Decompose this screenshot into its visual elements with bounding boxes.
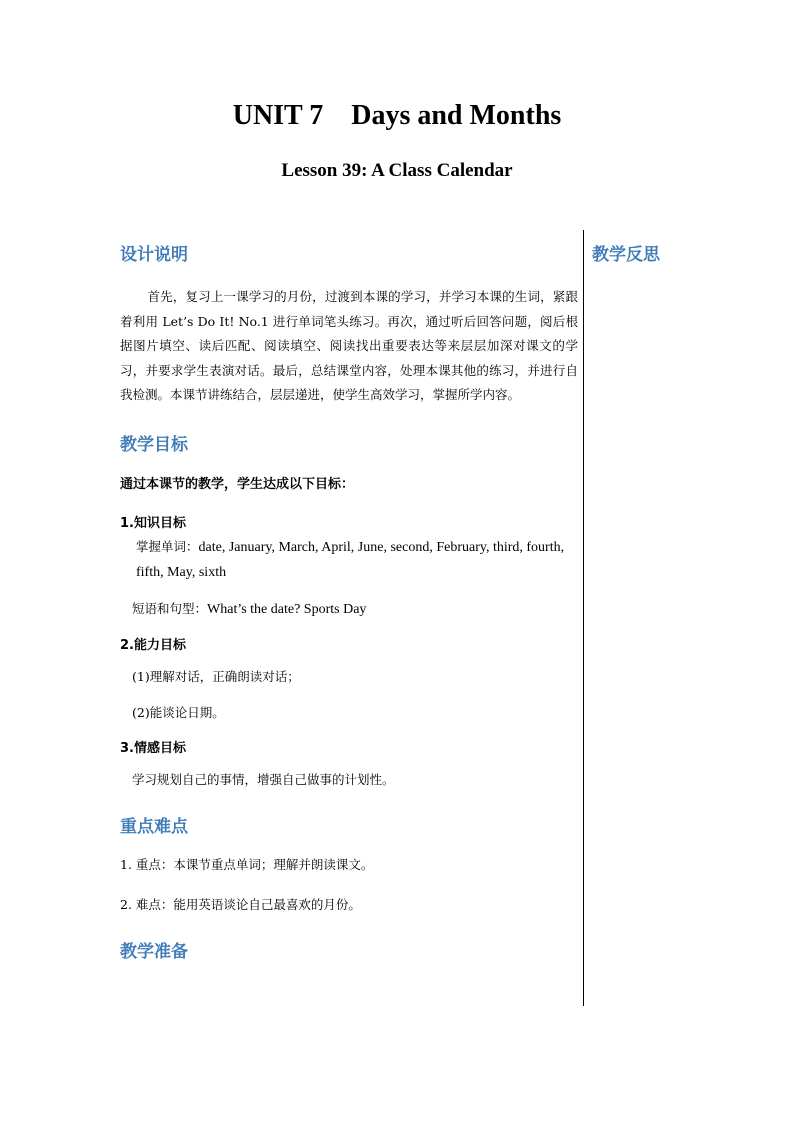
vocab-label: 掌握单词：	[136, 538, 199, 554]
knowledge-heading: 1.知识目标	[120, 515, 186, 531]
emotion-heading: 3.情感目标	[120, 740, 186, 756]
key-point-1-label: 1. 重点：	[120, 856, 174, 872]
ability-heading: 2.能力目标	[120, 637, 186, 653]
key-point-1	[120, 853, 578, 877]
key-point-1-text: 本课节重点单词；理解并朗读课文。	[173, 856, 374, 872]
key-point-2-label: 2. 难点：	[120, 896, 174, 912]
reflection-heading: 教学反思	[592, 245, 660, 265]
phrase-text: What’s the date? Sports Day	[207, 601, 367, 617]
ability-item-2: (2)能谈论日期。	[132, 704, 225, 720]
main-column	[120, 240, 578, 962]
key-points-heading: 重点难点	[120, 816, 188, 837]
key-point-2-text: 能用英语谈论自己最喜欢的月份。	[173, 896, 361, 912]
column-divider	[583, 230, 584, 1006]
vocab-line	[120, 535, 578, 585]
unit-title: UNIT 7 Days and Months	[232, 100, 562, 131]
goals-intro: 通过本课节的教学，学生达成以下目标：	[120, 476, 355, 492]
lesson-title: Lesson 39: A Class Calendar	[281, 160, 513, 181]
phrase-line	[120, 597, 578, 622]
phrase-label: 短语和句型：	[132, 600, 208, 616]
design-paragraph: 首先，复习上一课学习的月份，过渡到本课的学习，并学习本课的生词，紧跟着利用 Let’s Do It! No.1 进行单词笔头练习。再次，通过听后回答问题，阅后根据图片填空、读后匹配、阅读填空、阅读找出重要表达等来层层加深对课文的学习，并要求学生表演对话。最后，总结课堂内容，处理本课其他的练习，并进行自我检测。本课节讲练结合，层层递进，使学生高效学习，掌握所学内容。	[120, 289, 578, 402]
vocab-text: date, January, March, April, June, second, February, third, fourth, fifth, May, sixth	[136, 539, 565, 580]
emotion-text: 学习规划自己的事情，增强自己做事的计划性。	[132, 771, 395, 787]
ability-item-1: (1)理解对话，正确朗读对话；	[132, 668, 300, 684]
key-point-2	[120, 893, 578, 917]
goals-heading: 教学目标	[120, 434, 188, 455]
design-heading: 设计说明	[120, 245, 188, 265]
prep-heading: 教学准备	[120, 941, 188, 962]
